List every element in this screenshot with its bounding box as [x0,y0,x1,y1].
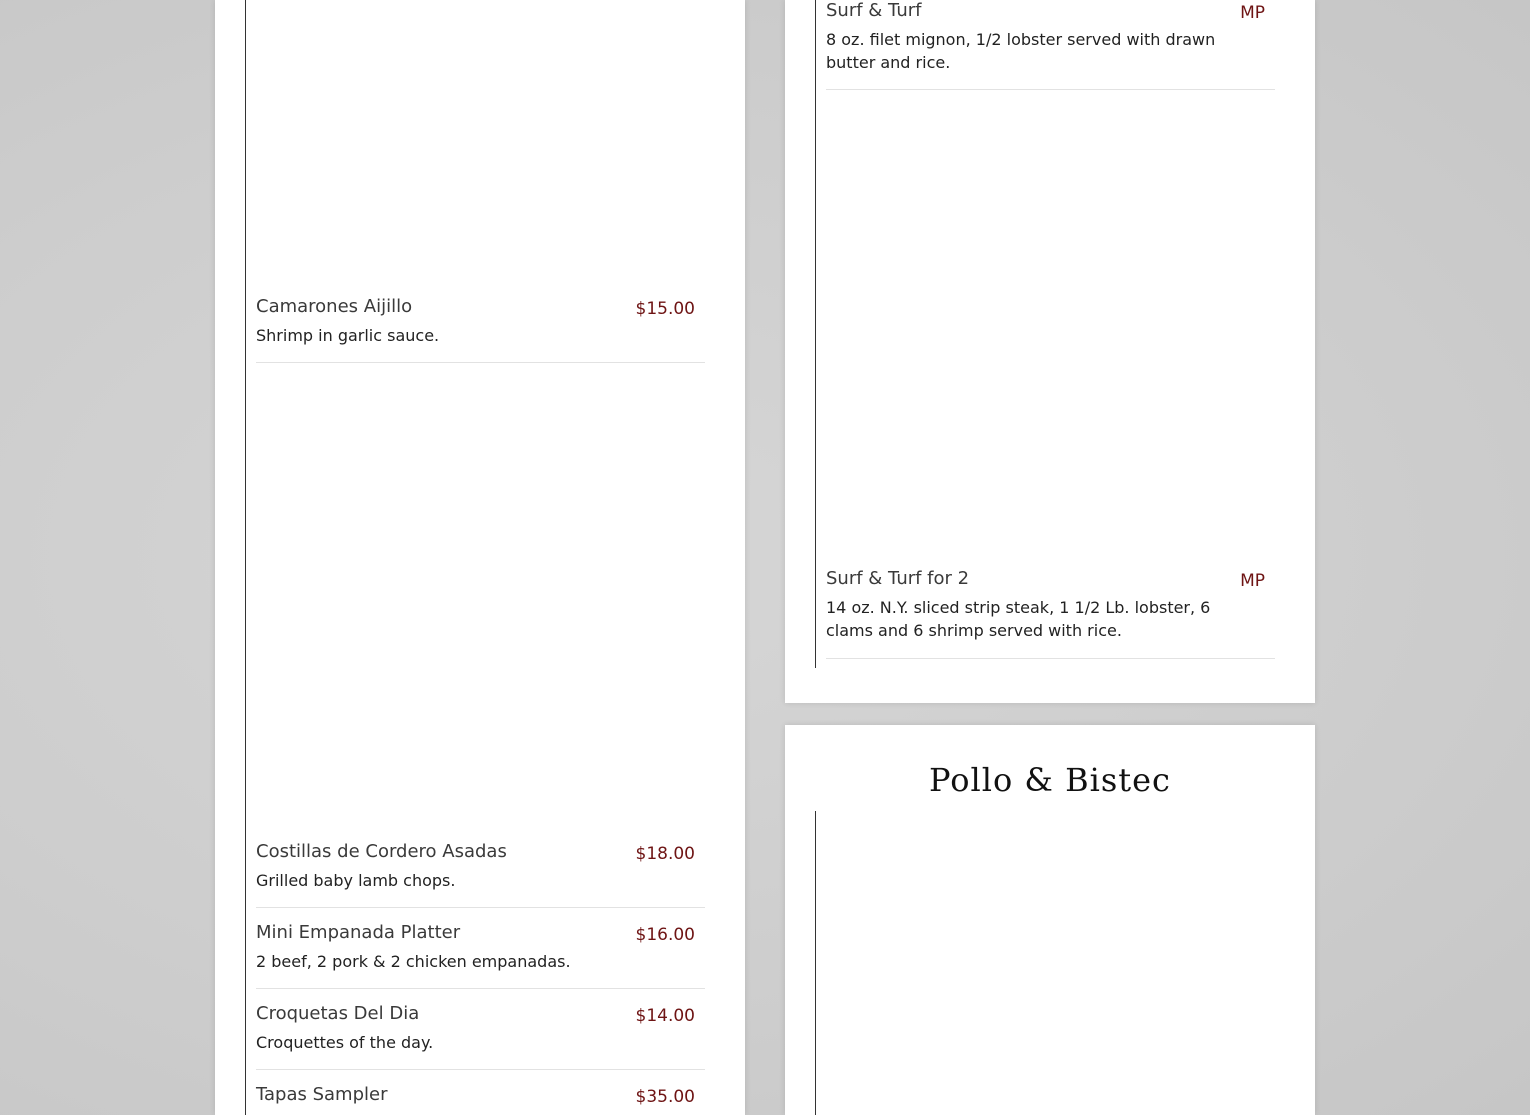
item-name: Mini Empanada Platter [256,922,461,943]
item-description: 2 beef, 2 pork & 2 chicken empanadas. [256,952,571,971]
item-description: 8 oz. filet mignon, 1/2 lobster served with drawn butter and rice. [826,30,1216,72]
item-price: $18.00 [635,844,695,864]
item-price: $35.00 [635,1087,695,1107]
item-name: Surf & Turf [826,0,922,21]
menu-item [256,841,705,911]
item-name: Camarones Aijillo [256,296,413,317]
item-price: $16.00 [635,925,695,945]
item-divider [256,988,705,989]
menu-item [826,568,1275,660]
item-price: $14.00 [635,1006,695,1026]
item-divider [256,907,705,908]
item-price: MP [1240,571,1265,591]
menu-item [256,1084,705,1115]
item-description: Shrimp in garlic sauce. [256,326,440,345]
item-price: $15.00 [635,299,695,319]
menu-item [256,296,705,366]
item-price: MP [1240,3,1265,23]
item-name: Croquetas Del Dia [256,1003,420,1024]
item-divider [256,362,705,363]
section-title: Pollo & Bistec [929,761,1171,799]
menu-item [826,0,1275,92]
item-name: Surf & Turf for 2 [826,568,970,589]
section-column-rule [815,811,816,1115]
left-column-rule [245,0,246,1115]
item-description: 14 oz. N.Y. sliced strip steak, 1 1/2 Lb. lobster, 6 clams and 6 shrimp served with rice. [826,598,1211,640]
pollo-bistec-card [785,725,1315,1115]
item-name: Tapas Sampler [256,1084,388,1105]
left-menu-card [215,0,745,1115]
menu-item [256,922,705,992]
menu-item [256,1003,705,1073]
item-divider [256,1069,705,1070]
item-description: Grilled baby lamb chops. [256,871,456,890]
item-name: Costillas de Cordero Asadas [256,841,507,862]
item-description: Croquettes of the day. [256,1033,434,1052]
item-divider [826,89,1275,90]
right-menu-card [785,0,1315,703]
item-divider [826,658,1275,659]
right-column-rule [815,0,816,668]
